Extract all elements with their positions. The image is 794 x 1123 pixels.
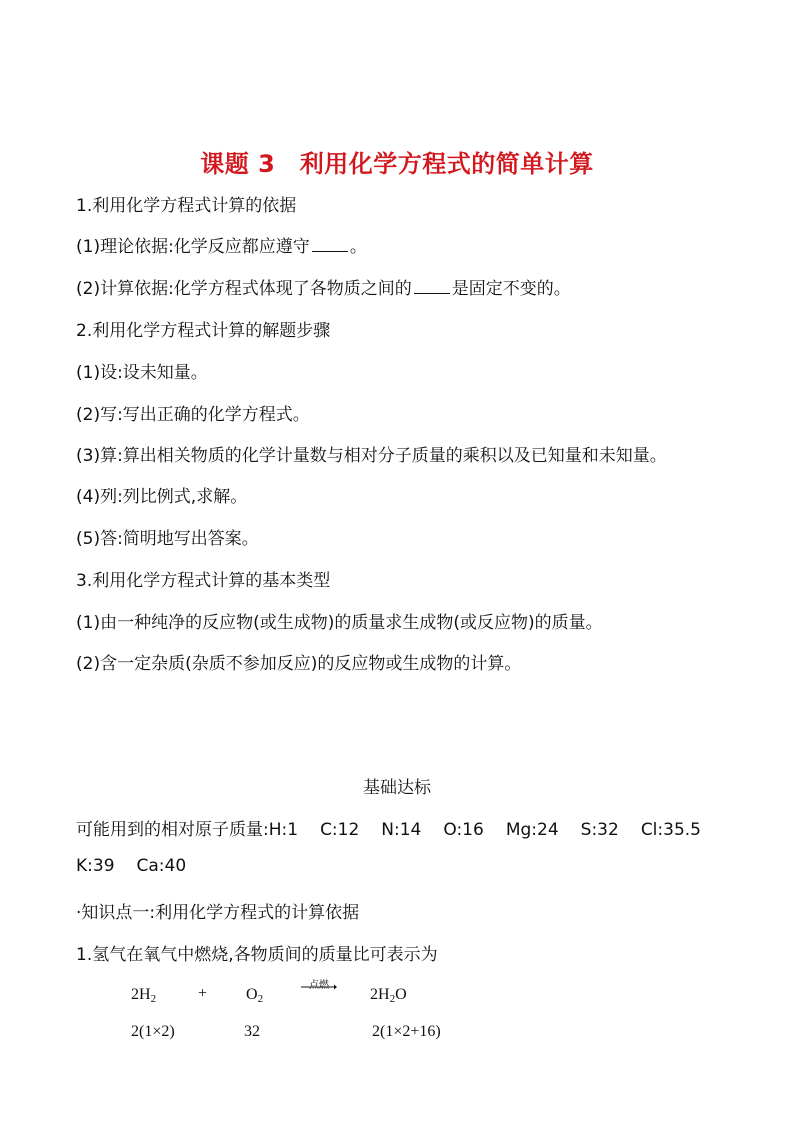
atomic-mass: Mg:24: [505, 820, 559, 840]
page-title: 课题 3 利用化学方程式的简单计算: [200, 150, 594, 178]
fill-blank[interactable]: [414, 279, 450, 294]
atomic-masses-line2: [76, 856, 186, 876]
atomic-mass: Ca:40: [136, 856, 187, 876]
section2-step1: (1)设:设未知量。: [76, 363, 208, 383]
section2-step5: (5)答:简明地写出答案。: [76, 529, 259, 549]
item-text: (1)理论依据:化学反应都应遵守: [76, 237, 310, 257]
section3-type1: (1)由一种纯净的反应物(或生成物)的质量求生成物(或反应物)的质量。: [76, 613, 603, 633]
reactant-h2: $2H_2$: [131, 986, 157, 1005]
atomic-mass: S:32: [580, 820, 619, 840]
item-text: (2)计算依据:化学方程式体现了各物质之间的: [76, 279, 412, 299]
mass-o2: 32: [244, 1023, 260, 1040]
product-h2o: $2H_2O$: [370, 986, 407, 1005]
reactant-o2: $O_2$: [246, 986, 264, 1005]
section1-item1: [76, 232, 367, 257]
atomic-masses-label: 可能用到的相对原子质量:: [76, 820, 269, 840]
section2-heading: 2.利用化学方程式计算的解题步骤: [76, 321, 331, 341]
practice-heading: 基础达标: [363, 778, 431, 798]
question-1: 1.氢气在氧气中燃烧,各物质间的质量比可表示为: [76, 945, 438, 965]
mass-h2o: 2(1×2+16): [372, 1023, 441, 1040]
fill-blank[interactable]: [312, 237, 348, 252]
atomic-mass: Cl:35.5: [640, 820, 701, 840]
atomic-mass: O:16: [443, 820, 484, 840]
section1-item2: [76, 274, 571, 299]
section3-type2: (2)含一定杂质(杂质不参加反应)的反应物或生成物的计算。: [76, 654, 522, 674]
item-text: 是固定不变的。: [451, 279, 571, 299]
section2-step3: (3)算:算出相关物质的化学计量数与相对分子质量的乘积以及已知量和未知量。: [76, 446, 667, 466]
knowledge-point-1: ·知识点一:利用化学方程式的计算依据: [76, 903, 360, 923]
section1-heading: 1.利用化学方程式计算的依据: [76, 196, 297, 216]
atomic-masses-line1: [76, 815, 701, 840]
plus-sign: +: [198, 985, 208, 1002]
atomic-mass: H:1: [268, 820, 299, 840]
reaction-condition: 点燃: [309, 980, 329, 991]
atomic-mass: C:12: [320, 820, 360, 840]
item-text: 。: [349, 237, 367, 257]
atomic-mass: N:14: [381, 820, 422, 840]
section2-step4: (4)列:列比例式,求解。: [76, 487, 248, 507]
section3-heading: 3.利用化学方程式计算的基本类型: [76, 571, 331, 591]
reaction-arrow-icon: [300, 983, 338, 991]
mass-h2: 2(1×2): [131, 1023, 175, 1040]
atomic-mass: K:39: [76, 856, 115, 876]
section2-step2: (2)写:写出正确的化学方程式。: [76, 405, 310, 425]
